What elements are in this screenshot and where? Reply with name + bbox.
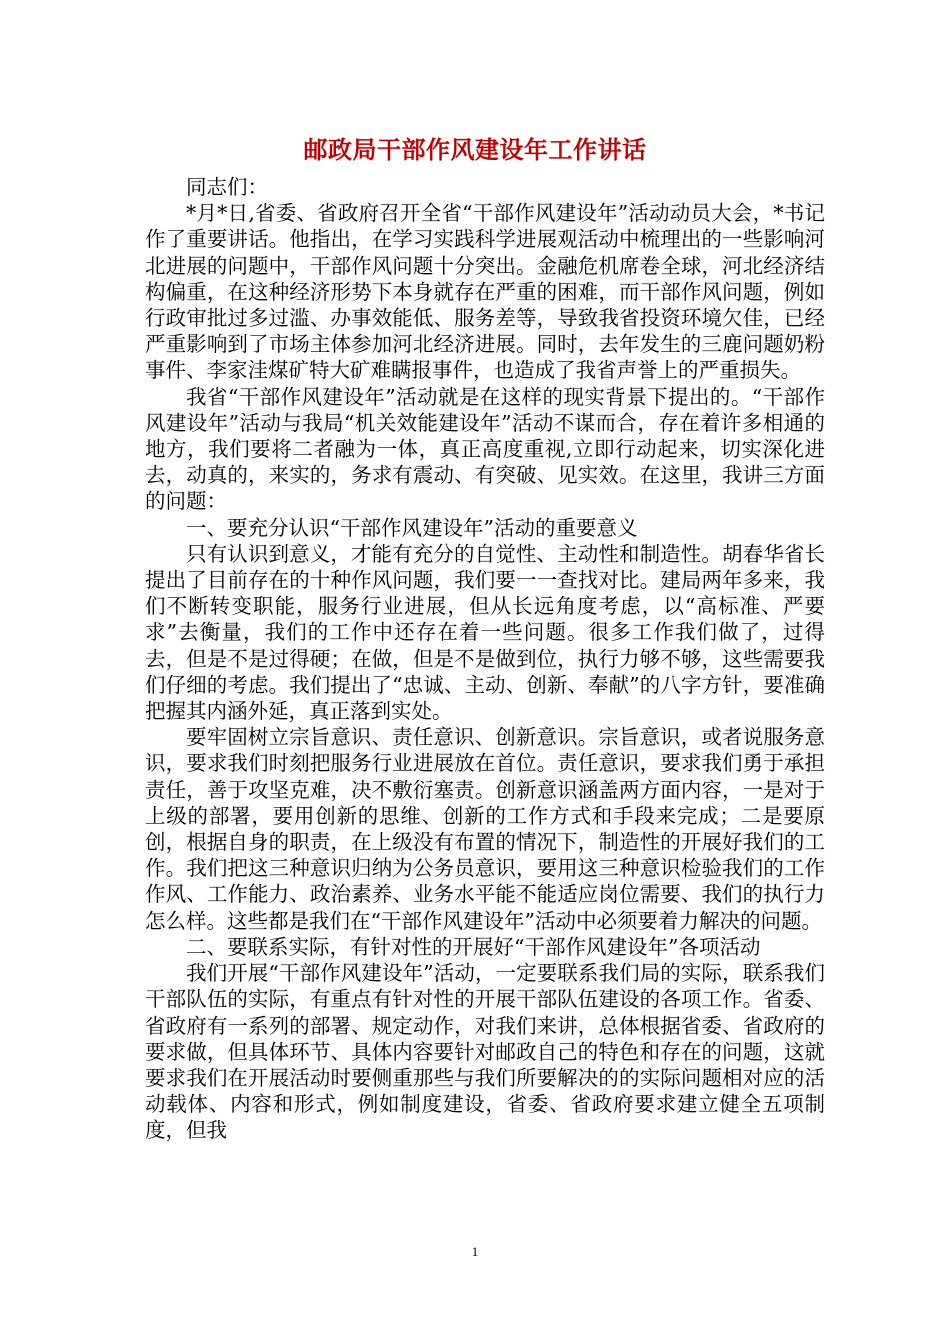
document-title: 邮政局干部作风建设年工作讲话 xyxy=(303,136,647,164)
paragraph-5: 我们开展“干部作风建设年”活动，一定要联系我们局的实际，联系我们干部队伍的实际，有重点有针对性的开展干部队伍建设的各项工作。省委、省政府有一系列的部署、规定动作，对我们来讲，总体根据省委、省政府的要求做，但具体环节、具体内容要针对邮政自己的特色和存在的问题，这就要求我们在开展活动时要侧重那些与我们所要解决的的实际问题相对应的活动载体、内容和形式，例如制度建设，省委、省政府要求建立健全五项制度，但我 xyxy=(145,961,825,1143)
section-heading-1: 一、要充分认识“干部作风建设年”活动的重要意义 xyxy=(186,515,638,540)
paragraph-4: 要牢固树立宗旨意识、责任意识、创新意识。宗旨意识，或者说服务意识，要求我们时刻把服务行业进展放在首位。责任意识，要求我们勇于承担责任，善于攻坚克难，决不敷衍塞责。创新意识涵盖两方面内容，一是对于上级的部署，要用创新的思维、创新的工作方式和手段来完成；二是要原创，根据自身的职责，在上级没有布置的情况下，制造性的开展好我们的工作。我们把这三种意识归纳为公务员意识，要用这三种意识检验我们的工作作风、工作能力、政治素养、业务水平能不能适应岗位需要、我们的执行力怎么样。这些都是我们在“干部作风建设年”活动中必须要着力解决的问题。 xyxy=(145,725,825,933)
salutation: 同志们： xyxy=(186,175,268,199)
paragraph-1: *月*日,省委、省政府召开全省“干部作风建设年”活动动员大会，*书记作了重要讲话。他指出，在学习实践科学进展观活动中梳理出的一些影响河北进展的问题中，干部作风问题十分突出。金融危机席卷全球，河北经济结构偏重，在这种经济形势下本身就存在严重的困难，而干部作风问题，例如行政审批过多过滥、办事效能低、服务差等，导致我省投资环境欠佳，已经严重影响到了市场主体参加河北经济进展。同时，去年发生的三鹿问题奶粉事件、李家洼煤矿特大矿难瞒报事件，也造成了我省声誉上的严重损失。 xyxy=(145,201,825,383)
section-heading-2: 二、要联系实际，有针对性的开展好“干部作风建设年”各项活动 xyxy=(186,934,761,959)
page-number: 1 xyxy=(471,1244,479,1259)
paragraph-3: 只有认识到意义，才能有充分的自觉性、主动性和制造性。胡春华省长提出了目前存在的十种作风问题，我们要一一查找对比。建局两年多来，我们不断转变职能，服务行业进展，但从长远角度考虑，以“高标准、严要求”去衡量，我们的工作中还存在着一些问题。很多工作我们做了，过得去，但是不是过得硬；在做，但是不是做到位，执行力够不够，这些需要我们仔细的考虑。我们提出了“忠诚、主动、创新、奉献”的八字方针，要准确把握其内涵外延，真正落到实处。 xyxy=(145,541,825,724)
document-body xyxy=(145,174,825,1144)
paragraph-2: 我省“干部作风建设年”活动就是在这样的现实背景下提出的。“干部作风建设年”活动与我局“机关效能建设年”活动不谋而合，存在着许多相通的地方，我们要将二者融为一体，真正高度重视,立即行动起来，切实深化进去，动真的，来实的，务求有震动、有突破、见实效。在这里，我讲三方面的问题： xyxy=(145,384,825,514)
